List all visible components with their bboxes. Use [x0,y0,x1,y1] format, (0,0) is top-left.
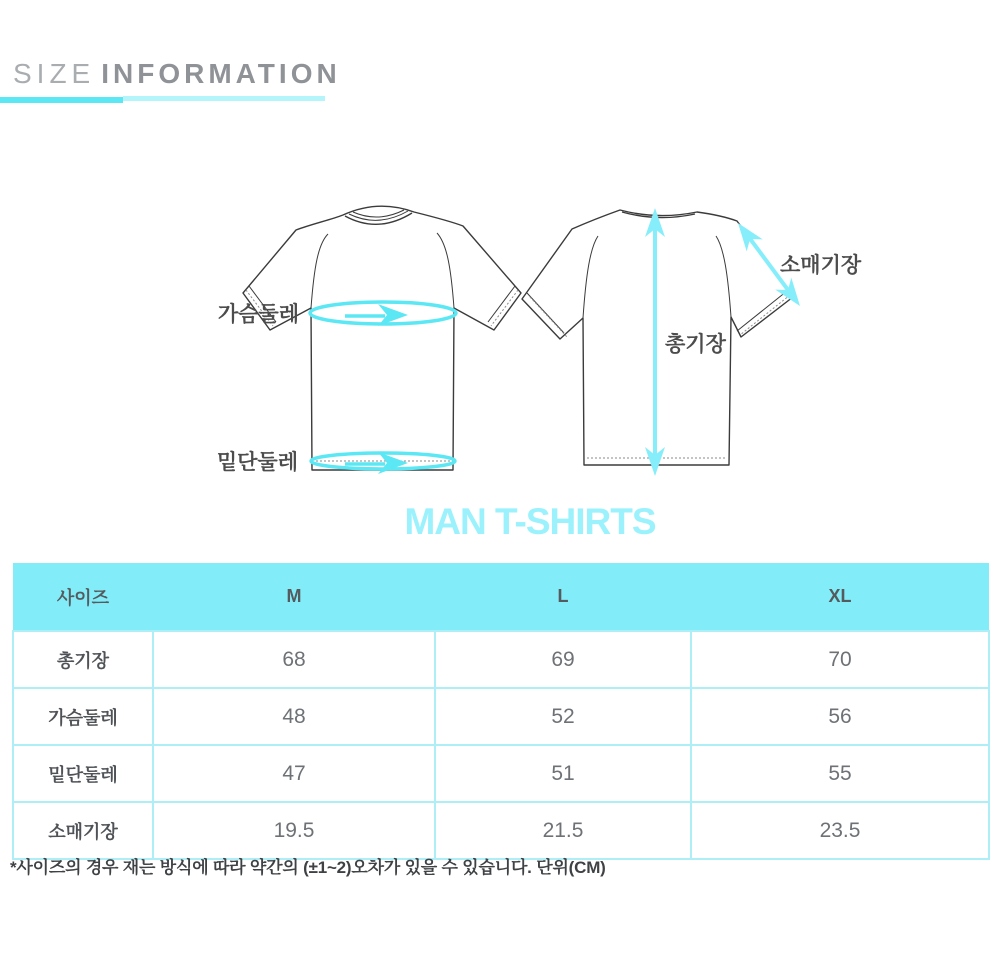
table-cell: 70 [691,631,989,688]
sleeve-label: 소매기장 [780,254,862,277]
row-label: 밑단둘레 [13,745,153,802]
size-table-header-m: M [153,563,435,631]
back-shirt-outline [522,210,793,465]
size-table [12,563,990,860]
table-cell: 23.5 [691,802,989,859]
size-table-header-row [13,563,989,631]
row-label: 가슴둘레 [13,688,153,745]
hem-label: 밑단둘레 [216,451,298,474]
table-cell: 55 [691,745,989,802]
table-row [13,802,989,859]
table-cell: 19.5 [153,802,435,859]
chest-label: 가슴둘레 [217,303,299,326]
table-cell: 48 [153,688,435,745]
length-label: 총기장 [665,333,726,356]
table-cell: 47 [153,745,435,802]
size-table-header-size: 사이즈 [13,563,153,631]
table-cell: 52 [435,688,691,745]
page-title-information: INFORMATION [101,58,341,89]
size-tolerance-note: *사이즈의 경우 재는 방식에 따라 약간의 (±1~2)오차가 있을 수 있습니다. 단위(CM) [10,858,606,877]
table-row [13,745,989,802]
table-cell: 69 [435,631,691,688]
row-label: 소매기장 [13,802,153,859]
row-label: 총기장 [13,631,153,688]
page-title-size: SIZE [13,58,96,89]
table-cell: 68 [153,631,435,688]
table-row [13,631,989,688]
size-table-header-xl: XL [691,563,989,631]
table-row [13,688,989,745]
product-title: MAN T-SHIRTS [404,501,656,542]
table-cell: 21.5 [435,802,691,859]
table-cell: 56 [691,688,989,745]
table-cell: 51 [435,745,691,802]
size-table-header-l: L [435,563,691,631]
front-shirt-outline [243,206,521,470]
